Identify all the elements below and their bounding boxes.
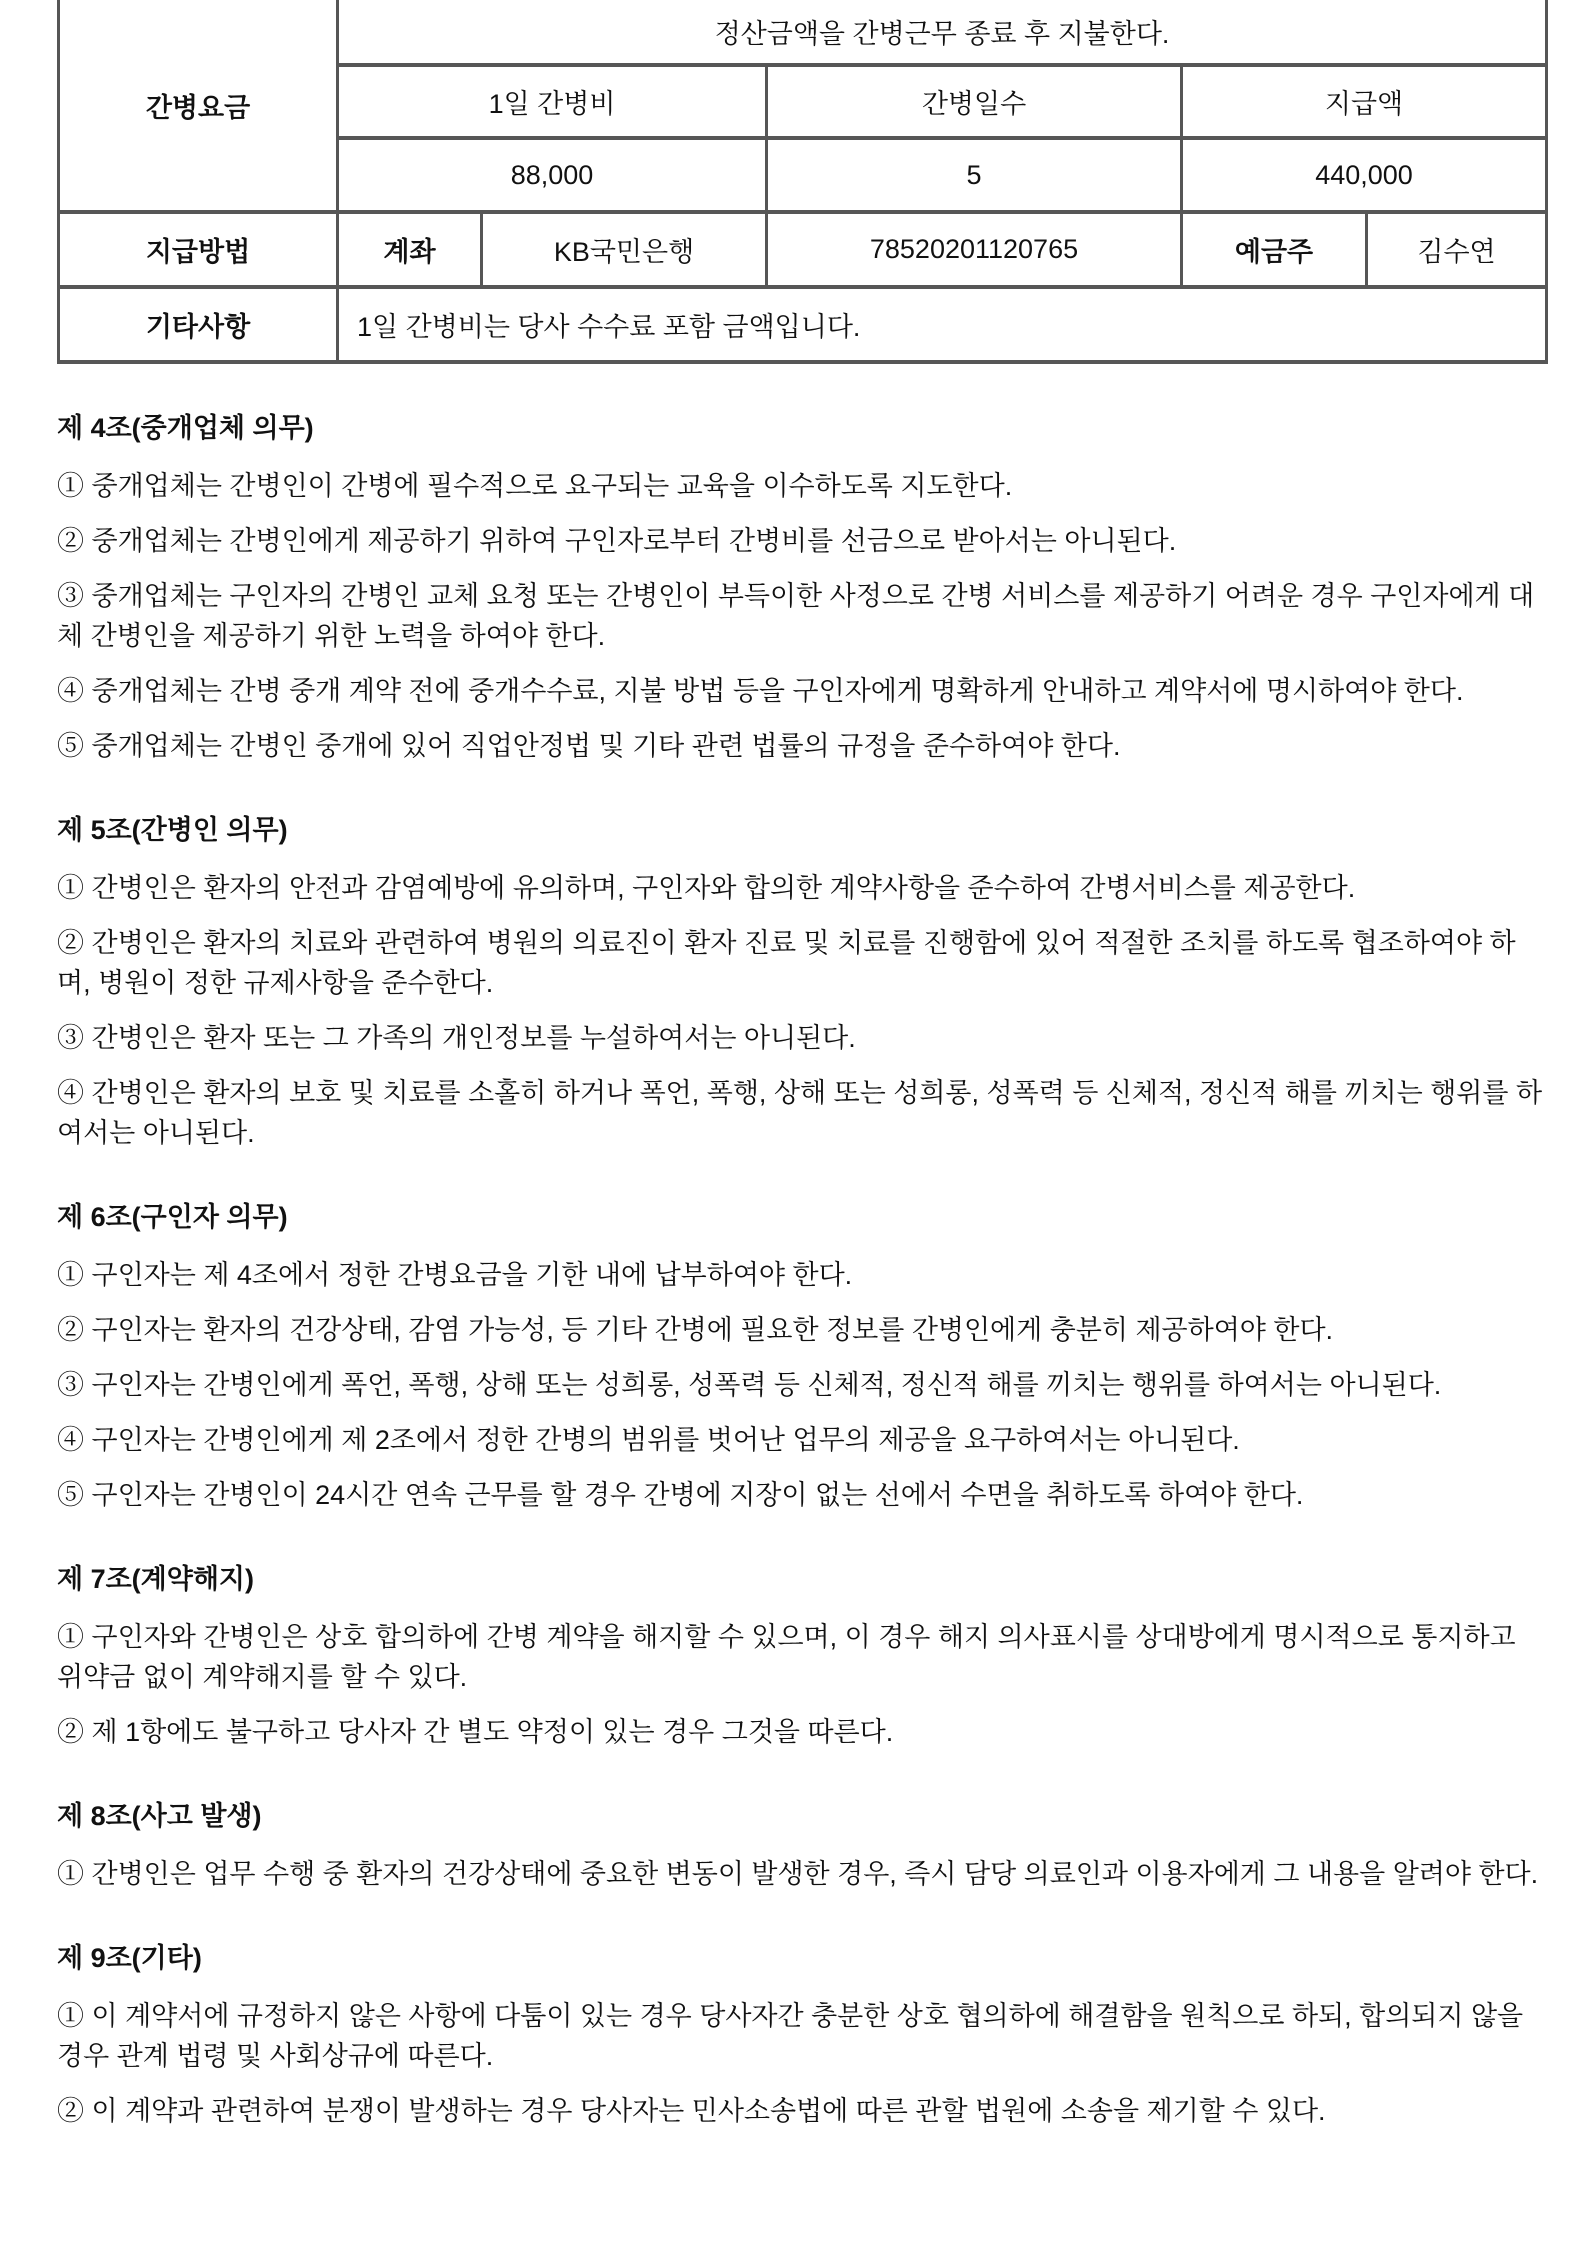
article-7 bbox=[57, 1559, 1545, 1752]
etc-note: 1일 간병비는 당사 수수료 포함 금액입니다. bbox=[338, 287, 1547, 362]
article-4-title: 제 4조(중개업체 의무) bbox=[57, 413, 314, 443]
article-4 bbox=[57, 408, 1545, 766]
article-6-title: 제 6조(구인자 의무) bbox=[57, 1202, 288, 1232]
fee-value-payment-amount: 440,000 bbox=[1182, 138, 1547, 212]
article-6-item-1: ① 구인자는 제 4조에서 정한 간병요금을 기한 내에 납부하여야 한다. bbox=[57, 1260, 853, 1290]
article-9-title: 제 9조(기타) bbox=[57, 1943, 202, 1973]
etc-label: 기타사항 bbox=[59, 287, 338, 362]
fee-col-payment-amount: 지급액 bbox=[1182, 65, 1547, 138]
fee-value-care-days: 5 bbox=[767, 138, 1182, 212]
account-holder-name: 김수연 bbox=[1367, 212, 1547, 287]
article-8 bbox=[57, 1796, 1545, 1894]
fee-section-label: 간병요금 bbox=[59, 0, 338, 212]
article-8-title: 제 8조(사고 발생) bbox=[57, 1801, 262, 1831]
article-6-item-2: ② 구인자는 환자의 건강상태, 감염 가능성, 등 기타 간병에 필요한 정보를 간병인에게 충분히 제공하여야 한다. bbox=[57, 1315, 1334, 1345]
fee-col-daily-rate: 1일 간병비 bbox=[338, 65, 767, 138]
article-7-item-1: ① 구인자와 간병인은 상호 합의하에 간병 계약을 해지할 수 있으며, 이 경우 해지 의사표시를 상대방에게 명시적으로 통지하고 위약금 없이 계약해지를 할 수 있다. bbox=[57, 1622, 1516, 1692]
payment-method-label: 지급방법 bbox=[59, 212, 338, 287]
bank-name: KB국민은행 bbox=[482, 212, 767, 287]
article-4-item-2: ② 중개업체는 간병인에게 제공하기 위하여 구인자로부터 간병비를 선금으로 받아서는 아니된다. bbox=[57, 526, 1177, 556]
article-5-item-2: ② 간병인은 환자의 치료와 관련하여 병원의 의료진이 환자 진료 및 치료를 진행함에 있어 적절한 조치를 하도록 협조하여야 하며, 병원이 정한 규제사항을 준수한다. bbox=[57, 928, 1516, 998]
article-4-item-3: ③ 중개업체는 구인자의 간병인 교체 요청 또는 간병인이 부득이한 사정으로 간병 서비스를 제공하기 어려운 경우 구인자에게 대체 간병인을 제공하기 위한 노력을 하여야 한다. bbox=[57, 581, 1535, 651]
article-5-title: 제 5조(간병인 의무) bbox=[57, 815, 288, 845]
table-row bbox=[59, 212, 1547, 287]
article-4-item-5: ⑤ 중개업체는 간병인 중개에 있어 직업안정법 및 기타 관련 법률의 규정을 준수하여야 한다. bbox=[57, 731, 1121, 761]
article-9 bbox=[57, 1938, 1545, 2131]
table-row bbox=[59, 0, 1547, 65]
article-4-item-1: ① 중개업체는 간병인이 간병에 필수적으로 요구되는 교육을 이수하도록 지도한다. bbox=[57, 471, 1013, 501]
article-7-title: 제 7조(계약해지) bbox=[57, 1564, 254, 1594]
care-fee-table bbox=[57, 0, 1548, 364]
fee-value-daily-rate: 88,000 bbox=[338, 138, 767, 212]
table-row bbox=[59, 287, 1547, 362]
article-6-item-5: ⑤ 구인자는 간병인이 24시간 연속 근무를 할 경우 간병에 지장이 없는 선에서 수면을 취하도록 하여야 한다. bbox=[57, 1480, 1304, 1510]
article-5-item-1: ① 간병인은 환자의 안전과 감염예방에 유의하며, 구인자와 합의한 계약사항을 준수하여 간병서비스를 제공한다. bbox=[57, 873, 1356, 903]
article-6 bbox=[57, 1197, 1545, 1515]
account-number: 78520201120765 bbox=[767, 212, 1182, 287]
article-7-item-2: ② 제 1항에도 불구하고 당사자 간 별도 약정이 있는 경우 그것을 따른다. bbox=[57, 1717, 894, 1747]
article-5-item-3: ③ 간병인은 환자 또는 그 가족의 개인정보를 누설하여서는 아니된다. bbox=[57, 1023, 856, 1053]
account-holder-label: 예금주 bbox=[1182, 212, 1367, 287]
article-8-item-1: ① 간병인은 업무 수행 중 환자의 건강상태에 중요한 변동이 발생한 경우, 즉시 담당 의료인과 이용자에게 그 내용을 알려야 한다. bbox=[57, 1859, 1539, 1889]
article-6-item-3: ③ 구인자는 간병인에게 폭언, 폭행, 상해 또는 성희롱, 성폭력 등 신체적, 정신적 해를 끼치는 행위를 하여서는 아니된다. bbox=[57, 1370, 1442, 1400]
article-5 bbox=[57, 810, 1545, 1153]
article-6-item-4: ④ 구인자는 간병인에게 제 2조에서 정한 간병의 범위를 벗어난 업무의 제공을 요구하여서는 아니된다. bbox=[57, 1425, 1240, 1455]
article-4-item-4: ④ 중개업체는 간병 중개 계약 전에 중개수수료, 지불 방법 등을 구인자에게 명확하게 안내하고 계약서에 명시하여야 한다. bbox=[57, 676, 1464, 706]
article-9-item-1: ① 이 계약서에 규정하지 않은 사항에 다툼이 있는 경우 당사자간 충분한 상호 협의하에 해결함을 원칙으로 하되, 합의되지 않을 경우 관계 법령 및 사회상규에 따른다. bbox=[57, 2001, 1524, 2071]
article-9-item-2: ② 이 계약과 관련하여 분쟁이 발생하는 경우 당사자는 민사소송법에 따른 관할 법원에 소송을 제기할 수 있다. bbox=[57, 2096, 1326, 2126]
article-5-item-4: ④ 간병인은 환자의 보호 및 치료를 소홀히 하거나 폭언, 폭행, 상해 또는 성희롱, 성폭력 등 신체적, 정신적 해를 끼치는 행위를 하여서는 아니된다. bbox=[57, 1078, 1543, 1148]
fee-settlement-note: 정산금액을 간병근무 종료 후 지불한다. bbox=[338, 0, 1547, 65]
fee-col-care-days: 간병일수 bbox=[767, 65, 1182, 138]
account-label: 계좌 bbox=[338, 212, 482, 287]
